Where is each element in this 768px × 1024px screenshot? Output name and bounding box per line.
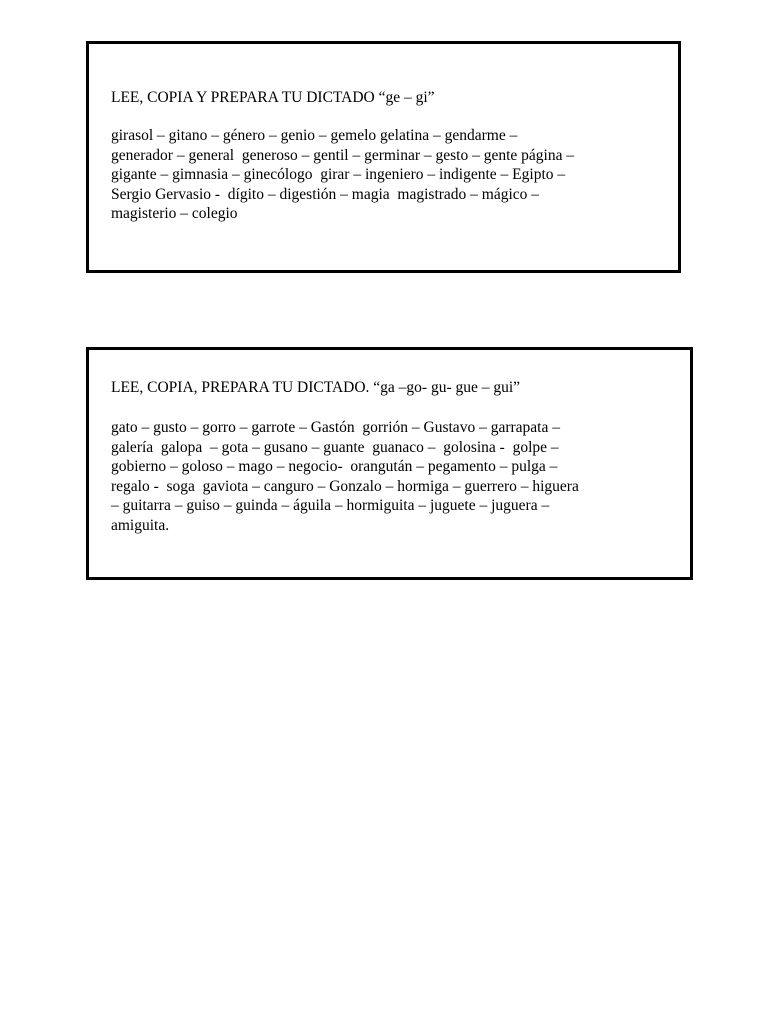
word-list-line: gobierno – goloso – mago – negocio- orangután – pegamento – pulga – [111,458,558,475]
card-title: LEE, COPIA, PREPARA TU DICTADO. “ga –go- gu- gue – gui” [111,379,521,396]
word-list-line: magisterio – colegio [111,205,238,222]
word-list-line: girasol – gitano – género – genio – gemelo gelatina – gendarme – [111,127,518,144]
card-title: LEE, COPIA Y PREPARA TU DICTADO “ge – gi” [111,89,435,106]
word-list [111,418,579,535]
word-list-line: galería galopa – gota – gusano – guante guanaco – golosina - golpe – [111,438,559,456]
word-list [111,126,574,224]
word-list-line: amiguita. [111,516,170,534]
dictation-card-ge-gi [86,41,681,273]
word-list-line: regalo - soga gaviota – canguro – Gonzalo – hormiga – guerrero – higuera [111,477,579,495]
word-list-line: gato – gusto – gorro – garrote – Gastón gorrión – Gustavo – garrapata – [111,419,560,436]
word-list-line: gigante – gimnasia – ginecólogo girar – ingeniero – indigente – Egipto – [111,166,566,183]
word-list-line: generador – general generoso – gentil – germinar – gesto – gente página – [111,146,575,164]
word-list-line: Sergio Gervasio - dígito – digestión – magia magistrado – mágico – [111,185,540,203]
dictation-card-ga-go-gu-gue-gui [86,347,693,580]
word-list-line: – guitarra – guiso – guinda – águila – hormiguita – juguete – juguera – [111,497,550,514]
